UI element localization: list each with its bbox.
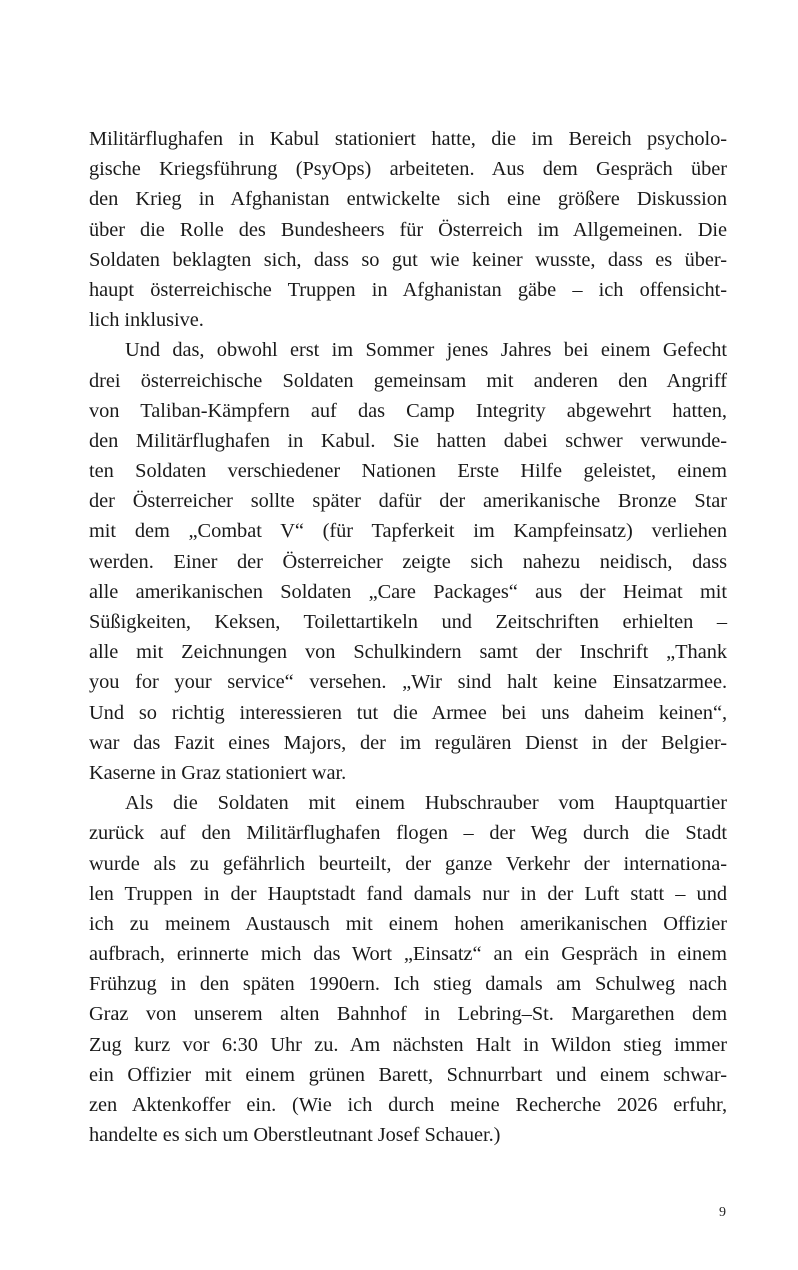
text-line: lich inklusive. [89, 309, 204, 332]
text-line: drei österreichische Soldaten gemeinsam mit anderen den Angriff [89, 369, 727, 392]
text-line: zen Aktenkoffer ein. (Wie ich durch meine Recherche 2026 erfuhr, [89, 1094, 727, 1116]
text-line: ten Soldaten verschiedener Nationen Erste Hilfe geleistet, einem [89, 460, 727, 483]
text-line: von Taliban-Kämpfern auf das Camp Integrity abgewehrt hatten, [89, 399, 727, 422]
text-line: Süßigkeiten, Keksen, Toilettartikeln und Zeitschriften erhielten – [89, 611, 727, 633]
text-line: len Truppen in der Hauptstadt fand damals nur in der Luft statt – und [89, 882, 727, 905]
page-number: 9 [719, 1205, 726, 1220]
text-line: Graz von unserem alten Bahnhof in Lebring–St. Margarethen dem [89, 1003, 727, 1026]
text-line: Frühzug in den späten 1990ern. Ich stieg damals am Schulweg nach [89, 973, 727, 996]
paragraph [89, 788, 727, 1150]
body-text [89, 124, 727, 1150]
text-line: handelte es sich um Oberstleutnant Josef Schauer.) [89, 1124, 501, 1147]
text-line: you for your service“ versehen. „Wir sind halt keine Einsatzarmee. [89, 671, 727, 694]
text-line: Kaserne in Graz stationiert war. [89, 761, 347, 784]
text-line: Soldaten beklagten sich, dass so gut wie keiner wusste, dass es über- [89, 248, 727, 271]
text-line: den Krieg in Afghanistan entwickelte sich eine größere Diskussion [89, 188, 727, 211]
paragraph [89, 335, 727, 788]
text-line: aufbrach, erinnerte mich das Wort „Einsatz“ an ein Gespräch in einem [89, 943, 727, 966]
text-line: haupt österreichische Truppen in Afghanistan gäbe – ich offensicht- [89, 278, 727, 301]
text-line: ein Offizier mit einem grünen Barett, Schnurrbart und einem schwar- [89, 1063, 727, 1086]
text-line: Als die Soldaten mit einem Hubschrauber vom Hauptquartier [125, 792, 727, 815]
text-line: Militärflughafen in Kabul stationiert hatte, die im Bereich psycholo- [89, 128, 727, 150]
text-line: zurück auf den Militärflughafen flogen – der Weg durch die Stadt [89, 822, 727, 845]
text-line: gische Kriegsführung (PsyOps) arbeiteten. Aus dem Gespräch über [89, 158, 727, 181]
text-line: alle mit Zeichnungen von Schulkindern samt der Inschrift „Thank [89, 641, 727, 664]
text-line: Zug kurz vor 6:30 Uhr zu. Am nächsten Halt in Wildon stieg immer [89, 1033, 727, 1056]
text-line: ich zu meinem Austausch mit einem hohen amerikanischen Offizier [89, 912, 727, 935]
text-line: den Militärflughafen in Kabul. Sie hatten dabei schwer verwunde- [89, 429, 727, 452]
text-line: über die Rolle des Bundesheers für Österreich im Allgemeinen. Die [89, 218, 727, 241]
paragraph [89, 124, 727, 335]
text-line: werden. Einer der Österreicher zeigte sich nahezu neidisch, dass [89, 550, 727, 573]
text-line: Und so richtig interessieren tut die Armee bei uns daheim keinen“, [89, 701, 727, 724]
text-line: war das Fazit eines Majors, der im regulären Dienst in der Belgier- [89, 731, 727, 754]
text-line: mit dem „Combat V“ (für Tapferkeit im Kampfeinsatz) verliehen [89, 520, 727, 543]
text-line: Und das, obwohl erst im Sommer jenes Jahres bei einem Gefecht [125, 339, 727, 362]
text-line: alle amerikanischen Soldaten „Care Packages“ aus der Heimat mit [89, 580, 727, 603]
text-line: wurde als zu gefährlich beurteilt, der ganze Verkehr der internationa- [89, 852, 727, 875]
text-line: der Österreicher sollte später dafür der amerikanische Bronze Star [89, 490, 727, 513]
